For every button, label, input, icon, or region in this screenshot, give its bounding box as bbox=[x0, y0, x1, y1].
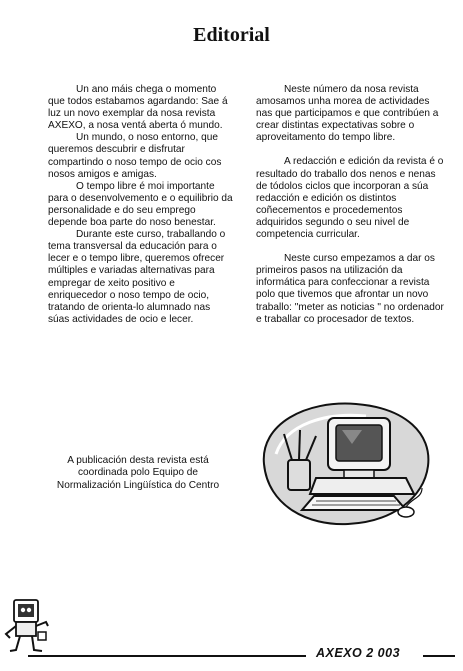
page-title: Editorial bbox=[193, 24, 270, 46]
left-paragraph-3: O tempo libre é moi importante para o desenvolvemento e o equilibrio da personalidade e do seu emprego depende boa parte do noso benestar. bbox=[48, 180, 233, 229]
right-paragraph-1: Neste número da nosa revista amosamos unha morea de actividades nas que participamos e que contribúen a crear distintas expectativas sobre o aproveitamento do tempo libre. bbox=[256, 84, 439, 144]
coordination-credit bbox=[44, 455, 232, 492]
left-paragraph-4: Durante este curso, traballando o tema transversal da educación para o lecer e o tempo libre, queremos ofrecer múltiples e variadas alternativas para empregar de xeito positivo e enriquecedor o noso tempo de ocio, tratando de orienta-lo alumnado nas súas actividades de ocio e lecer. bbox=[48, 229, 226, 325]
left-column bbox=[48, 84, 234, 326]
credit-line-3: Normalización Lingüística do Centro bbox=[56, 479, 220, 491]
left-paragraph-2: Un mundo, o noso entorno, que queremos descubrir e disfrutar compartindo o noso tempo de ocio cos nosos amigos e amigas. bbox=[48, 132, 222, 180]
right-paragraph-2: A redacción e edición da revista é o resultado do traballo dos nenos e nenas de tódolos ciclos que incorporan a súa redacción e edición os distintos coñecementos e procedementos adquiridos segundo o seu nivel de competencia curricular. bbox=[256, 156, 444, 241]
credit-line-2: coordinada polo Equipo de bbox=[77, 467, 199, 479]
right-paragraph-3: Neste curso empezamos a dar os primeiros pasos na utilización da informática para confeccionar a revista polo que tivemos que afrontar un novo traballo: "meter as noticias " no ordenador e traballar co procesador de textos. bbox=[256, 253, 444, 325]
footer-rule-left bbox=[28, 655, 306, 657]
credit-line-1: A publicación desta revista está bbox=[67, 455, 209, 466]
left-paragraph-1: Un ano máis chega o momento que todos estabamos agardando: Sae á luz un novo exemplar da nosa revista AXEXO, a nosa ventá aberta ó mundo. bbox=[48, 84, 228, 132]
footer-issue-label: AXEXO 2 003 bbox=[316, 646, 401, 660]
right-column bbox=[256, 84, 444, 326]
mascot-character-icon bbox=[2, 596, 50, 654]
computer-clipart-icon bbox=[256, 394, 436, 534]
footer-rule-right bbox=[423, 655, 455, 657]
